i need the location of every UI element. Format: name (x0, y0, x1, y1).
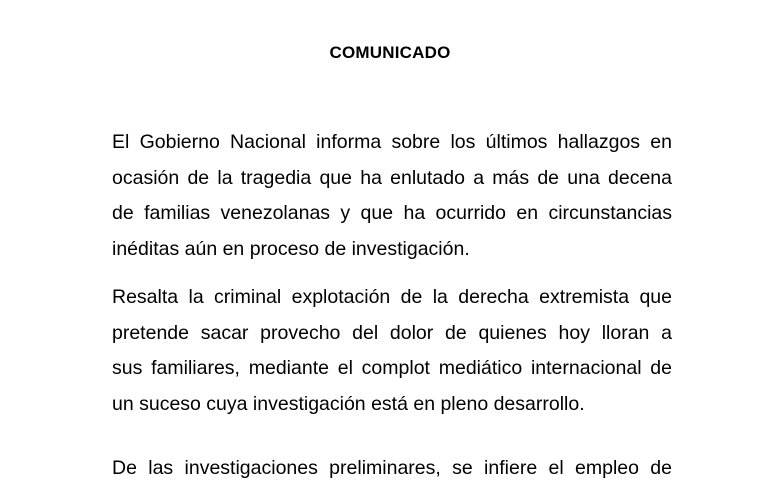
paragraph-line: De las investigaciones preliminares, se infiere el empleo de (112, 457, 672, 479)
paragraph-line: Resalta la criminal explotación de la derecha extremista que (112, 286, 672, 308)
paragraph-line: ocasión de la tragedia que ha enlutado a más de una decena (112, 166, 672, 189)
paragraph-line: El Gobierno Nacional informa sobre los últimos hallazgos en (112, 131, 672, 153)
paragraph-2 (112, 280, 672, 422)
paragraph-line: de familias venezolanas y que ha ocurrido en circunstancias (112, 202, 672, 224)
paragraph-line: sus familiares, mediante el complot mediático internacional de (112, 357, 672, 379)
document-title: COMUNICADO (329, 43, 451, 62)
paragraph-line: inéditas aún en proceso de investigación. (112, 237, 470, 260)
paragraph-line: un suceso cuya investigación está en pleno desarrollo. (112, 392, 585, 415)
paragraph-3 (112, 451, 672, 487)
paragraph-1 (112, 125, 672, 267)
paragraph-line: pretende sacar provecho del dolor de quienes hoy lloran a (112, 321, 672, 344)
